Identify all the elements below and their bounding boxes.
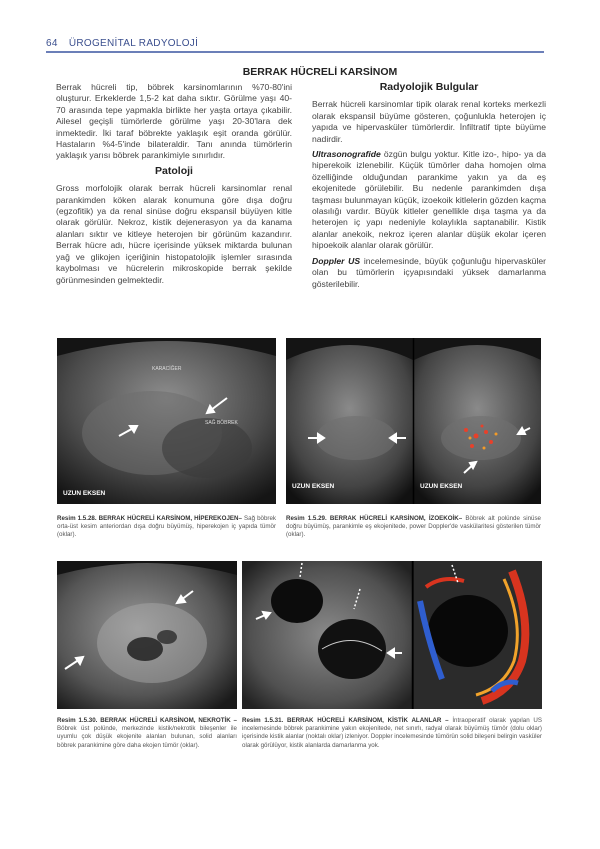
caption-4-title: Resim 1.5.31. BERRAK HÜCRELİ KARSİNOM, KİSTİK ALANLAR – xyxy=(242,717,449,724)
caption-2-text: Böbrek alt polünde sinüse doğru büyümüş, parankimle eş ekojenitede, power Doppler'de vaskülaritesi gösterilen tümör (oklar). xyxy=(286,515,542,539)
patoloji-paragraph: Gross morfolojik olarak berrak hücreli karsinomlar renal parankimden köken alarak konumuna göre dışa doğru (egzofitik) ya da renal sinüse doğru ekspansil büyüyen kitle olarak görülür. Nekroz, kistik dejenerasyon ya da kanama alanları sıktır ve kitleye heterojen bir görünüm kazandırır. Berrak hücre adı, hücre içerisinde yüksek miktarda bulunan yağ ve glikojen içeriğinin histopatolojik işlemler sırasında kaybolması ve hücrelerin mikroskopide berrak şekilde görünmesinden gelmektedir. xyxy=(56,183,292,285)
ultrasound-image-4 xyxy=(242,561,542,709)
doppler-paragraph xyxy=(312,256,546,290)
caption-2 xyxy=(286,515,541,540)
caption-4 xyxy=(242,717,542,750)
ultrasound-graphic-1 xyxy=(57,338,276,504)
caption-1-text: Sağ böbrek orta-üst kesim anteriordan dışa doğru büyümüş, hiperekojen iç yapıda tümör (oklar). xyxy=(57,515,276,539)
radyolojik-heading: Radyolojik Bulgular xyxy=(379,81,479,93)
section-title: BERRAK HÜCRELİ KARSİNOM xyxy=(242,66,398,78)
running-title: ÜROGENİTAL RADYOLOJİ xyxy=(68,38,199,49)
axis-label-right: UZUN EKSEN xyxy=(420,483,463,490)
intro-paragraph: Berrak hücreli tip, böbrek karsinomlarının %70-80'ini oluşturur. Erkeklerde 1,5-2 kat daha sıktır. Görülme yaşı 40-70 arasında tepe yapmakla birlikte her yaşta ortaya çıkabilir. Ailesel geçişli tümörlerde görülme yaşı 20-30'lara dek inmektedir. İki taraf böbrekte yaklaşık eşit oranda görülür. Hastaların %4-5'inde bilateraldir. Tanı anında tümörlerin yaklaşık yarısı böbrek parankimiyle sınırlıdır. xyxy=(56,82,292,161)
doppler-term: Doppler US xyxy=(312,255,361,266)
ultrasound-image-3 xyxy=(57,561,237,709)
caption-1 xyxy=(57,515,276,540)
header-rule xyxy=(46,51,544,53)
ultrasound-graphic-3 xyxy=(57,561,237,709)
caption-1-title: Resim 1.5.28. BERRAK HÜCRELİ KARSİNOM, HİPEREKOJEN– xyxy=(57,515,242,522)
radyolojik-paragraph: Berrak hücreli karsinomlar tipik olarak renal korteks merkezli olarak ekspansil büyüme gösteren, çoğunlukla heterojen iç yapıda ve hipervasküler tümörlerdir. İnfiltratif tipte büyüme nadirdir. xyxy=(312,99,546,144)
doppler-text: incelemesinde, büyük çoğunluğu hipervasküler olan bu tümörlerin içyapısındaki yüksek damarlanma gösterilebilir. xyxy=(312,255,547,289)
caption-3 xyxy=(57,717,237,750)
ultrasound-graphic-4 xyxy=(242,561,542,709)
page-number: 64 xyxy=(46,38,58,49)
axis-label-left: UZUN EKSEN xyxy=(292,483,335,490)
running-header xyxy=(46,38,544,49)
axis-label: UZUN EKSEN xyxy=(63,490,106,497)
patoloji-heading: Patoloji xyxy=(155,164,193,177)
caption-4-text: İntraoperatif olarak yapılan US incelemesinde böbrek parankimine yakın ekojenitede, net sınırlı, radyal olarak büyümüş tümör (dolu oklar) içerisinde kistik alanlar (noktalı oklar) izleniyor. Doppler incelemesinde tümörün solid bileşeni belirgin vasküler olarak görülüyor, kistik alanlarda damarlanma yok. xyxy=(242,717,543,749)
ultrasound-graphic-2 xyxy=(286,338,541,504)
us-term: Ultrasonografide xyxy=(312,149,381,160)
ultrasound-image-2 xyxy=(286,338,541,504)
kidney-label: SAĞ BÖBREK xyxy=(205,420,238,426)
liver-label: KARACİĞER xyxy=(152,366,182,372)
right-column xyxy=(312,82,546,294)
caption-3-text: Böbrek üst polünde, merkezinde kistik/nekrotik bileşenler ile uyumlu çok düşük ekojenite alanları bulunan, solid alanları böbrek parankimine göre daha ekojen tümör (oklar). xyxy=(57,725,237,749)
us-paragraph xyxy=(312,149,546,252)
caption-3-title: Resim 1.5.30. BERRAK HÜCRELİ KARSİNOM, NEKROTİK – xyxy=(57,717,237,724)
ultrasound-image-1 xyxy=(57,338,276,504)
caption-2-title: Resim 1.5.29. BERRAK HÜCRELİ KARSİNOM, İZOEKOİK– xyxy=(286,515,463,522)
left-column xyxy=(56,82,292,290)
us-text: özgün bulgu yoktur. Kitle izo-, hipo- ya da hiperekoik izlenebilir. Küçük tümörler daha homojen olma özelliğinde olduğundan parankime yakın ya da eş ekojenitede görülebilir. Bu nedenle parankimden dışa taşması bulunmayan küçük, izoekoik kitlelerin gözden kaçma olasılığı vardır. Büyük kitleler genellikle dışa taşma ya da heterojen iç yapı nedeniyle kolaylıkla saptanabilir. Kistik alanlar anekoik, nekroz içeren alanlar düşük ekolar içeren hipoekoik alanlar olarak görülür. xyxy=(312,149,546,251)
